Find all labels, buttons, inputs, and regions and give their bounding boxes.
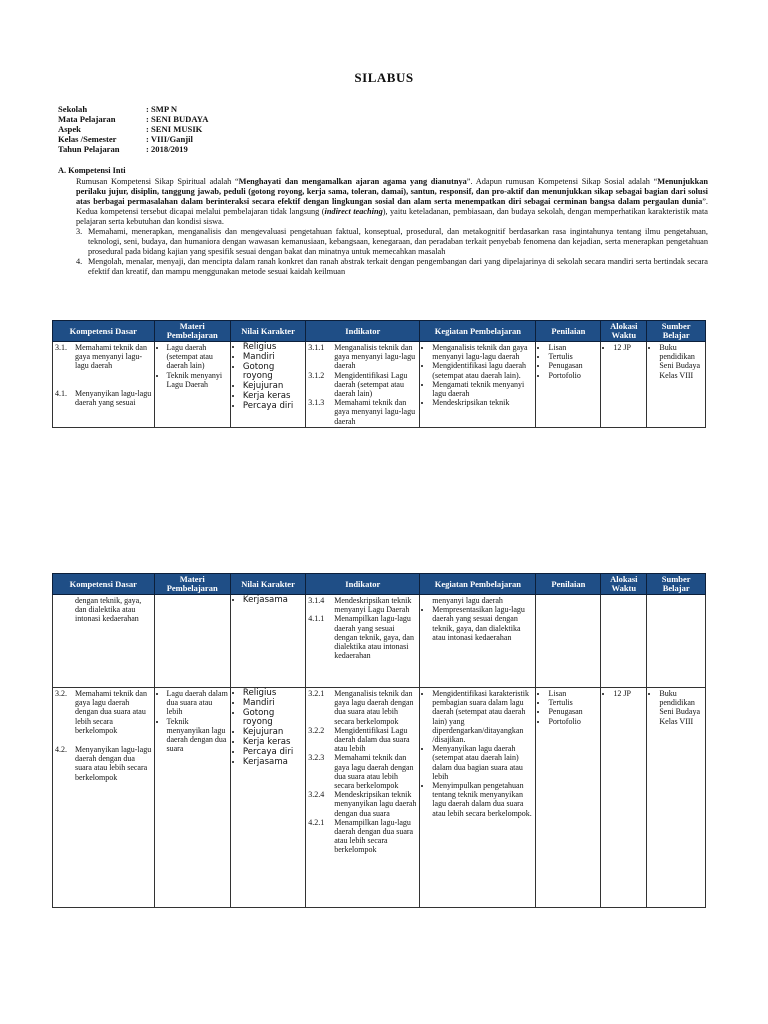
text: Rumusan Kompetensi Sikap Spiritual adalah “ bbox=[76, 177, 239, 186]
indikator-item bbox=[308, 790, 417, 818]
indikator-item bbox=[308, 818, 417, 855]
item-number: 3. bbox=[76, 227, 83, 236]
cell-penilaian bbox=[536, 342, 601, 428]
table-row bbox=[53, 688, 706, 908]
cell-kd bbox=[53, 688, 155, 908]
list-item: • Mengamati teknik menyanyi lagu daerah bbox=[432, 380, 533, 398]
cell-nilai bbox=[230, 595, 305, 688]
indikator-item bbox=[308, 753, 417, 790]
list-item: • Mandiri bbox=[243, 353, 303, 363]
ind-text: Mendeskripsikan teknik menyanyi Lagu Daerah bbox=[334, 596, 412, 615]
list-item: • Kejujuran bbox=[243, 382, 303, 392]
ind-text: Mengidentifikasi Lagu daerah dalam dua suara atau lebih bbox=[334, 725, 410, 754]
list-item: • Kerjasama bbox=[243, 758, 303, 768]
list-item: • Kerjasama bbox=[243, 596, 303, 606]
list-item: • Religius bbox=[243, 689, 303, 699]
section-heading: A. Kompetensi Inti bbox=[58, 166, 126, 175]
meta-row bbox=[58, 124, 208, 134]
header-kd: Kompetensi Dasar bbox=[53, 574, 155, 595]
cell-kegiatan bbox=[420, 595, 536, 688]
meta-row bbox=[58, 144, 208, 154]
ki-item-4 bbox=[76, 257, 708, 277]
cell-alokasi bbox=[601, 688, 647, 908]
ind-number: 3.1.2 bbox=[308, 370, 325, 380]
meta-value: : SENI BUDAYA bbox=[146, 114, 209, 124]
ind-number: 3.1.1 bbox=[308, 343, 325, 352]
meta-label: Aspek bbox=[58, 124, 81, 134]
cell-indikator bbox=[306, 688, 420, 908]
ind-text: Menampilkan lagu-lagu daerah yang sesuai dengan teknik, gaya, dan dialektika atau intonasi kedaerahan bbox=[334, 614, 414, 661]
ind-text: Menganalisis teknik dan gaya lagu daerah dengan dua suara atau lebih secara berkelompok bbox=[334, 689, 414, 726]
list-item: • Teknik menyanyikan lagu daerah dengan dua suara bbox=[167, 717, 228, 754]
indikator-item bbox=[308, 614, 417, 660]
ind-text: Mendeskripsikan teknik menyanyikan lagu daerah dengan dua suara bbox=[334, 790, 417, 818]
cell-penilaian bbox=[536, 595, 601, 688]
cell-sumber bbox=[647, 342, 706, 428]
ind-text: Mengidentifikasi Lagu daerah (setempat atau daerah lain) bbox=[334, 370, 408, 399]
list-item: • Tertulis bbox=[548, 352, 598, 361]
ind-number: 3.2.1 bbox=[308, 689, 325, 698]
ind-text: Memahami teknik dan gaya lagu daerah dengan dua suara atau lebih secara berkelompok bbox=[334, 753, 414, 791]
ind-number: 3.2.2 bbox=[308, 725, 325, 735]
ind-number: 3.1.4 bbox=[308, 596, 325, 605]
list-item: • Gotong royong bbox=[243, 709, 303, 729]
ind-number: 4.1.1 bbox=[308, 614, 325, 624]
header-penilaian: Penilaian bbox=[536, 574, 601, 595]
list-item: • Lagu daerah (setempat atau daerah lain) bbox=[167, 343, 228, 371]
kd-number: 4.1. bbox=[55, 388, 67, 398]
kd-item bbox=[55, 689, 152, 735]
header-nilai: Nilai Karakter bbox=[230, 321, 305, 342]
ki-item-3 bbox=[76, 227, 708, 257]
ind-number: 3.2.4 bbox=[308, 790, 325, 800]
kd-text: Menyanyikan lagu-lagu daerah dengan dua suara atau lebih secara berkelompok bbox=[75, 745, 152, 782]
indikator-item bbox=[308, 371, 417, 399]
text: ”. Adapun rumusan Kompetensi Sikap Sosial adalah “ bbox=[466, 177, 658, 186]
meta-value: : SMP N bbox=[146, 104, 178, 114]
ki-paragraph bbox=[76, 177, 708, 227]
kd-text: Memahami teknik dan gaya menyanyi lagu-lagu daerah bbox=[75, 343, 147, 371]
kd-item bbox=[55, 389, 152, 407]
list-item: • Lagu daerah dalam dua suara atau lebih bbox=[167, 689, 228, 717]
cell-kegiatan bbox=[420, 342, 536, 428]
ind-text: Menganalisis teknik dan gaya menyanyi lagu-lagu daerah bbox=[334, 343, 416, 371]
list-item: • Tertulis bbox=[548, 698, 598, 707]
list-item: • Mandiri bbox=[243, 699, 303, 709]
kd-number: 3.2. bbox=[55, 689, 67, 698]
list-item: • Religius bbox=[243, 343, 303, 353]
list-item: • Kerja keras bbox=[243, 738, 303, 748]
list-item: • Menyimpulkan pengetahuan tentang teknik menyanyikan lagu daerah dalam dua suara atau lebih secara berkelompok. bbox=[432, 781, 533, 818]
kd-text: dengan teknik, gaya, dan dialektika atau intonasi kedaerahan bbox=[75, 596, 142, 624]
kd-text: Memahami teknik dan gaya lagu daerah dengan dua suara atau lebih secara berkelompok bbox=[75, 689, 147, 735]
italic-text: indirect teaching bbox=[324, 207, 383, 216]
header-alokasi: Alokasi Waktu bbox=[601, 321, 647, 342]
text: ”. Kedua kompetensi tersebut dicapai melalui pembelajaran tidak langsung ( bbox=[76, 197, 708, 216]
text: ), yaitu keteladanan, pembiasaan, dan budaya sekolah, dengan memperhatikan karakteristik mata pelajaran serta kebutuhan dan kondisi siswa. bbox=[76, 207, 708, 226]
list-item: • Teknik menyanyi Lagu Daerah bbox=[167, 371, 228, 389]
cell-indikator bbox=[306, 595, 420, 688]
header-materi: Materi Pembelajaran bbox=[154, 321, 230, 342]
item-number: 4. bbox=[76, 257, 83, 266]
cell-alokasi bbox=[601, 342, 647, 428]
list-item: • Portofolio bbox=[548, 717, 598, 726]
syllabus-table-2 bbox=[52, 573, 706, 908]
list-item: • Mengidentifikasi lagu daerah (setempat atau daerah lain). bbox=[432, 361, 533, 379]
table-header-row bbox=[53, 321, 706, 342]
list-item: • Kejujuran bbox=[243, 728, 303, 738]
kd-number: 3.1. bbox=[55, 343, 67, 352]
ind-number: 4.2.1 bbox=[308, 817, 325, 827]
cell-sumber bbox=[647, 688, 706, 908]
cell-alokasi bbox=[601, 595, 647, 688]
meta-value: : VIII/Ganjil bbox=[146, 134, 193, 144]
list-item: • Percaya diri bbox=[243, 402, 303, 412]
header-kegiatan: Kegiatan Pembelajaran bbox=[420, 321, 536, 342]
meta-value: : SENI MUSIK bbox=[146, 124, 203, 134]
header-alokasi: Alokasi Waktu bbox=[601, 574, 647, 595]
table-row bbox=[53, 342, 706, 428]
bold-text: Menunjukkan perilaku jujur, disiplin, tanggung jawab, peduli (gotong royong, kerja sama, toleran, damai), santun, responsif, dan pro-aktif dan menunjukkan sikap sebagai bagian dari solusi atas berbagai permasalahan dalam berinteraksi secara efektif dengan lingkungan sosial dan alam serta menempatkan diri sebagai cerminan bangsa dalam pergaulan dunia bbox=[76, 177, 709, 206]
school-info bbox=[58, 104, 208, 154]
list-item: • Percaya diri bbox=[243, 748, 303, 758]
cell-nilai bbox=[230, 342, 305, 428]
meta-value: : 2018/2019 bbox=[146, 144, 188, 154]
cell-kd bbox=[53, 342, 155, 428]
bold-text: Menghayati dan mengamalkan ajaran agama yang dianutnya bbox=[238, 177, 467, 186]
syllabus-table-1 bbox=[52, 320, 706, 428]
list-item: • Menganalisis teknik dan gaya menyanyi lagu-lagu daerah bbox=[432, 343, 533, 361]
cell-kd bbox=[53, 595, 155, 688]
list-item: • Lisan bbox=[548, 343, 598, 352]
ind-number: 3.2.3 bbox=[308, 753, 325, 763]
kd-text: Menyanyikan lagu-lagu daerah yang sesuai bbox=[75, 388, 152, 407]
keg-text: menyanyi lagu daerah bbox=[432, 596, 503, 605]
indikator-item bbox=[308, 398, 417, 426]
meta-row bbox=[58, 114, 208, 124]
list-item: • Kerja keras bbox=[243, 392, 303, 402]
indikator-item bbox=[308, 343, 417, 371]
item-text: Memahami, menerapkan, menganalisis dan mengevaluasi pengetahuan faktual, konseptual, prosedural, dan metakognitif berdasarkan rasa ingintahunya tentang ilmu pengetahuan, teknologi, seni, budaya, dan humaniora dengan wawasan kemanusiaan, kebangsaan, kenegaraan, dan peradaban terkait penyebab fenomena dan kejadian, serta menerapkan pengetahuan prosedural pada bidang kajian yang spesifik sesuai dengan bakat dan minatnya untuk memecahkan masalah bbox=[88, 227, 708, 256]
table-header-row bbox=[53, 574, 706, 595]
kd-item bbox=[55, 745, 152, 782]
meta-label: Mata Pelajaran bbox=[58, 114, 116, 124]
list-item: • 12 JP bbox=[613, 689, 644, 698]
list-item: • Lisan bbox=[548, 689, 598, 698]
list-item: • Buku pendidikan Seni Budaya Kelas VIII bbox=[659, 343, 703, 380]
kompetensi-inti-section bbox=[58, 166, 708, 277]
meta-label: Sekolah bbox=[58, 104, 88, 114]
list-item: • Menyanyikan lagu daerah (setempat atau daerah lain) dalam dua bagian suara atau lebih bbox=[432, 744, 533, 781]
list-item: • Buku pendidikan Seni Budaya Kelas VIII bbox=[659, 689, 703, 726]
kd-number: 4.2. bbox=[55, 745, 67, 755]
list-item: • Portofolio bbox=[548, 371, 598, 380]
ind-text: Memahami teknik dan gaya menyanyi lagu-lagu daerah bbox=[334, 398, 416, 426]
table-row bbox=[53, 595, 706, 688]
cell-kegiatan bbox=[420, 688, 536, 908]
cell-indikator bbox=[306, 342, 420, 428]
item-text: Mengolah, menalar, menyaji, dan mencipta dalam ranah konkret dan ranah abstrak terkait dengan pengembangan dari yang dipelajarinya di sekolah secara mandiri serta bertindak secara efektif dan kreatif, dan mampu menggunakan metode sesuai kaidah keilmuan bbox=[88, 257, 708, 276]
cell-materi bbox=[154, 595, 230, 688]
header-sumber: Sumber Belajar bbox=[647, 321, 706, 342]
header-penilaian: Penilaian bbox=[536, 321, 601, 342]
header-kd: Kompetensi Dasar bbox=[53, 321, 155, 342]
indikator-item bbox=[308, 689, 417, 726]
list-item: • Mempresentasikan lagu-lagu daerah yang sesuai dengan teknik, gaya, dan dialektika atau intonasi kedaerahan bbox=[432, 605, 533, 642]
meta-label: Tahun Pelajaran bbox=[58, 144, 120, 154]
list-item: • Penugasan bbox=[548, 707, 598, 716]
ind-number: 3.1.3 bbox=[308, 398, 325, 408]
header-indikator: Indikator bbox=[306, 321, 420, 342]
header-indikator: Indikator bbox=[306, 574, 420, 595]
list-item: • Gotong royong bbox=[243, 363, 303, 383]
cell-materi bbox=[154, 342, 230, 428]
list-item: • 12 JP bbox=[613, 343, 644, 352]
indikator-item bbox=[308, 726, 417, 754]
cell-penilaian bbox=[536, 688, 601, 908]
meta-row bbox=[58, 104, 208, 114]
cell-nilai bbox=[230, 688, 305, 908]
meta-row bbox=[58, 134, 208, 144]
kd-item bbox=[55, 343, 152, 371]
header-sumber: Sumber Belajar bbox=[647, 574, 706, 595]
cell-sumber bbox=[647, 595, 706, 688]
meta-label: Kelas /Semester bbox=[58, 134, 117, 144]
page-title: SILABUS bbox=[354, 70, 414, 85]
header-materi: Materi Pembelajaran bbox=[154, 574, 230, 595]
list-item: • Mengidentifikasi karakteristik pembagian suara dalam lagu daerah (setempat atau daerah lain) yang diperdengarkan/ditayangkan /disajikan. bbox=[432, 689, 533, 744]
indikator-item bbox=[308, 596, 417, 614]
list-item: • Mendeskripsikan teknik bbox=[432, 398, 533, 407]
ind-text: Menampilkan lagu-lagu daerah dengan dua suara atau lebih secara berkelompok bbox=[334, 817, 414, 855]
list-item: • Penugasan bbox=[548, 361, 598, 370]
cell-materi bbox=[154, 688, 230, 908]
header-nilai: Nilai Karakter bbox=[230, 574, 305, 595]
header-kegiatan: Kegiatan Pembelajaran bbox=[420, 574, 536, 595]
